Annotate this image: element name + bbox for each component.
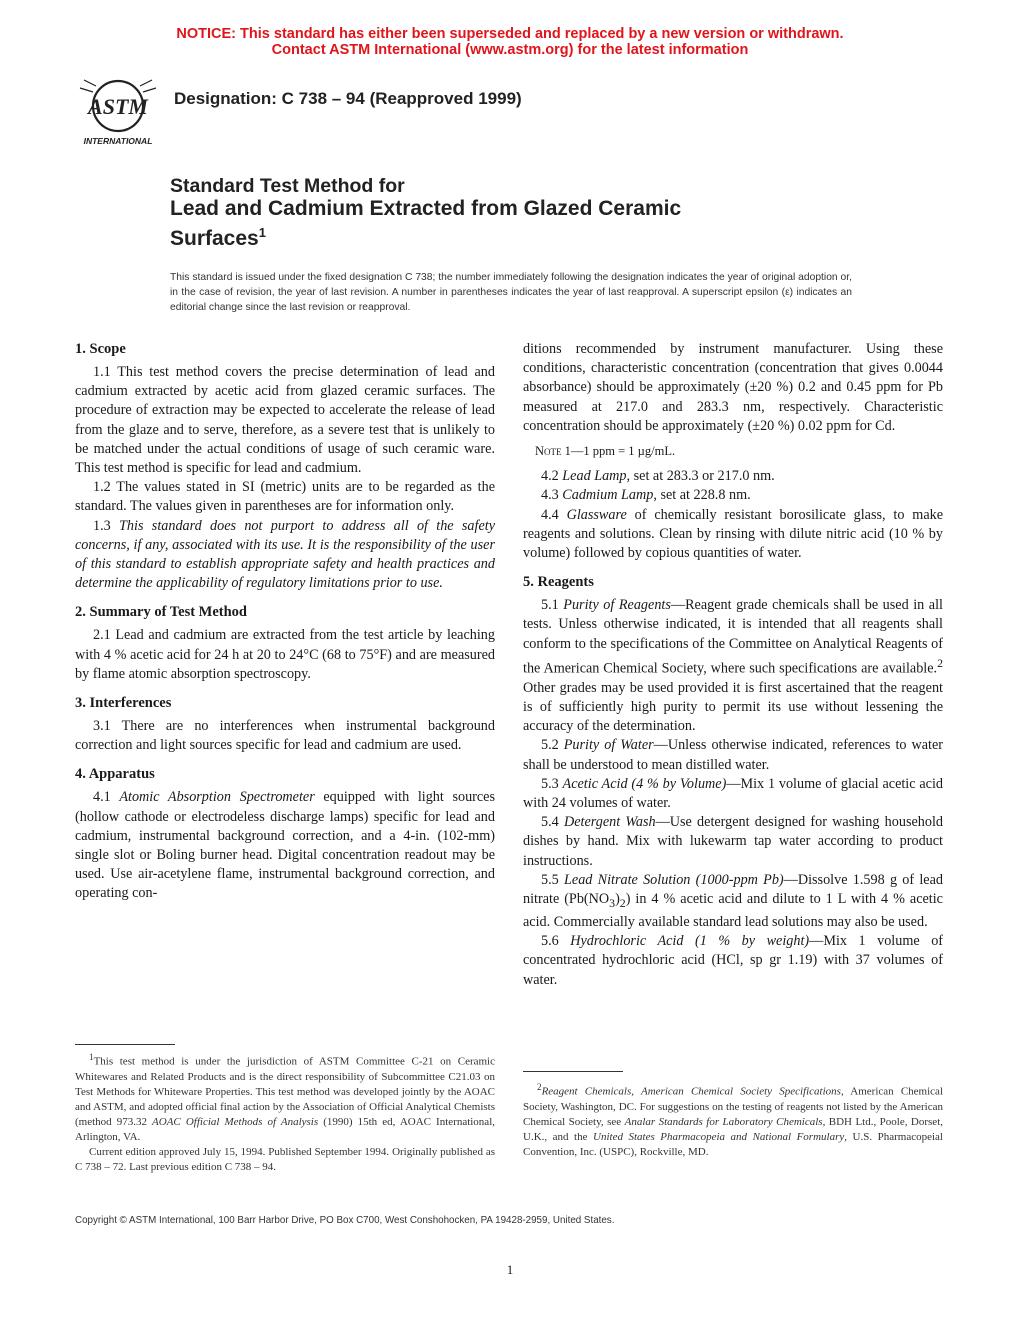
copyright-line: Copyright © ASTM International, 100 Barr Harbor Drive, PO Box C700, West Conshohocken, PA 19428-2959, United States. — [75, 1215, 615, 1226]
section-heading-reagents: 5. Reagents — [523, 574, 594, 591]
title-line-3: Surfaces — [170, 227, 259, 250]
note-1: Note 1—1 ppm = 1 µg/mL. — [535, 444, 676, 459]
paragraph-1-3: 1.3 This standard does not purport to address all of the safety concerns, if any, associated with its use. It is the responsibility of the user of this standard to establish appropriate safety and health practices and determine the applicability of regulatory limitations prior to use. — [75, 517, 495, 592]
left-column — [75, 340, 495, 904]
footnote-rule-left — [75, 1044, 175, 1045]
logo-international: INTERNATIONAL — [83, 136, 153, 146]
paragraph-5-4: 5.4 Detergent Wash—Use detergent designed for washing household dishes by hand. Mix with lukewarm tap water according to product instructions. — [523, 814, 943, 869]
paragraph-4-1-continued: ditions recommended by instrument manufacturer. Using these conditions, characteristic concentration (concentration that gives 0.0044 absorbance) should be approximately (±20 %) 0.2 and 0.45 ppm for Pb measured at 217.0 and 283.3 nm, respectively. Characteristic concentration should be approximately (±20 %) 0.02 ppm for Cd. — [523, 341, 943, 434]
paragraph-5-2: 5.2 Purity of Water—Unless otherwise indicated, references to water shall be understood to mean distilled water. — [523, 737, 944, 773]
paragraph-2-1: 2.1 Lead and cadmium are extracted from the test article by leaching with 4 % acetic acid for 24 h at 20 to 24°C (68 to 75°F) and are measured by flame atomic absorption spectroscopy. — [75, 627, 495, 682]
notice-line-2: Contact ASTM International (www.astm.org) for the latest information — [271, 42, 749, 58]
notice-line-1: NOTICE: This standard has either been superseded and replaced by a new version or withdrawn. — [176, 26, 844, 42]
paragraph-1-2: 1.2 The values stated in SI (metric) units are to be regarded as the standard. The values given in parentheses are for information only. — [75, 479, 495, 515]
section-heading-interferences: 3. Interferences — [75, 695, 172, 712]
section-heading-summary: 2. Summary of Test Method — [75, 604, 247, 621]
document-title — [170, 175, 870, 251]
paragraph-1-1: 1.1 This test method covers the precise determination of lead and cadmium extracted by acetic acid from glazed ceramic surfaces. The procedure of extraction may be expected to accelerate the release of lead from the glaze and to serve, therefore, as a severe test that is unlikely to be matched under the actual conditions of usage of such ceramic ware. This test method is specific for lead and cadmium. — [75, 364, 495, 477]
issue-note: This standard is issued under the fixed designation C 738; the number immediately following the designation indicates the year of original adoption or, in the case of revision, the year of last revision. A number in parentheses indicates the year of last reapproval. A superscript epsilon (ε) indicates an editorial change since the last revision or reapproval. — [170, 272, 852, 313]
paragraph-4-3: 4.3 Cadmium Lamp, set at 228.8 nm. — [541, 487, 751, 504]
paragraph-5-6: 5.6 Hydrochloric Acid (1 % by weight)—Mix 1 volume of concentrated hydrochloric acid (HCl, sp gr 1.19) with 37 volumes of water. — [523, 933, 944, 988]
paragraph-5-1: 5.1 Purity of Reagents—Reagent grade chemicals shall be used in all tests. Unless otherwise indicated, it is intended that all reagents shall conform to the specifications of the Committee on Analytical Reagents of the American Chemical Society, where such specifications are available.$^2$ Other grades may be used provided it is first ascertained that the reagent is of sufficiently high purity to permit its use without lessening the accuracy of the determination. — [523, 597, 943, 735]
footnote-rule-right — [523, 1071, 623, 1072]
page-number: 1 — [506, 1262, 514, 1277]
safety-caveat: This standard does not purport to address all of the safety concerns, if any, associated with its use. It is the responsibility of the user of this standard to establish appropriate safety and health practices and determine the applicability of regulatory limitations prior to use. — [75, 517, 495, 592]
footnote-2: $^2$Reagent Chemicals, American Chemical Society Specifications, American Chemical Society, Washington, DC. For suggestions on the testing of reagents not listed by the American Chemical Society, see Analar Standards for Laboratory Chemicals, BDH Ltd., Poole, Dorset, U.K., and the United States Pharmacopeia and National Formulary, U.S. Pharmacopeial Convention, Inc. (USPC), Rockville, MD. — [523, 1082, 943, 1158]
paragraph-3-1: 3.1 There are no interferences when instrumental background correction and light sources specific for lead and cadmium are used. — [75, 718, 495, 754]
astm-logo — [76, 76, 160, 148]
logo-letters: ASTM — [88, 94, 148, 119]
footnote-1: $^1$This test method is under the jurisdiction of ASTM Committee C-21 on Ceramic Whitewares and Related Products and is the direct responsibility of Subcommittee C21.03 on Test Methods for Whiteware Properties. This test method was developed jointly by the AOAC and ASTM, and adopted official final action by the Association of Official Analytical Chemists (method 973.32 AOAC Official Methods of Analysis (1990) 15th ed, AOAC International, Arlington, VA. Current edition approved July 15, 1994. Published September 1994. Originally published as C 738 – 72. Last previous edition C 738 – 94. — [75, 1052, 495, 1173]
section-heading-apparatus: 4. Apparatus — [75, 766, 155, 783]
supersession-notice — [0, 26, 1020, 58]
title-footnote-mark: 1 — [258, 225, 266, 240]
title-line-1: Standard Test Method for — [170, 175, 405, 197]
paragraph-4-2: 4.2 Lead Lamp, set at 283.3 or 217.0 nm. — [541, 468, 775, 485]
title-line-2: Lead and Cadmium Extracted from Glazed Ceramic — [170, 197, 682, 220]
section-heading-scope: 1. Scope — [75, 341, 126, 357]
right-column — [523, 340, 943, 990]
footnote-1-edition: Current edition approved July 15, 1994. Published September 1994. Originally published as C 738 – 72. Last previous edition C 738 – 94. — [75, 1145, 495, 1173]
paragraph-5-5: 5.5 Lead Nitrate Solution (1000-ppm Pb)—Dissolve 1.598 g of lead nitrate $(Pb(NO_3)_2)$ in 4 % acetic acid and dilute to 1 L with 4 % acetic acid. Commercially available standard lead solutions may also be used. — [523, 871, 943, 931]
paragraph-5-3: 5.3 Acetic Acid (4 % by Volume)—Mix 1 volume of glacial acetic acid with 24 volumes of water. — [523, 775, 943, 811]
designation: Designation: C 738 – 94 (Reapproved 1999) — [174, 89, 522, 108]
paragraph-4-4: 4.4 Glassware of chemically resistant borosilicate glass, to make reagents and solutions. Clean by rinsing with dilute nitric acid (10 % by volume) followed by copious quantities of water. — [523, 506, 944, 562]
paragraph-4-1: 4.1 Atomic Absorption Spectrometer equipped with light sources (hollow cathode or electrodeless discharge lamps) specific for lead and cadmium, instrumental background correction, and a 4-in. (102-mm) single slot or Boling burner head. Digital concentration readout may be used. Use air-acetylene flame, instrumental background correction, and operating con- — [75, 789, 495, 902]
